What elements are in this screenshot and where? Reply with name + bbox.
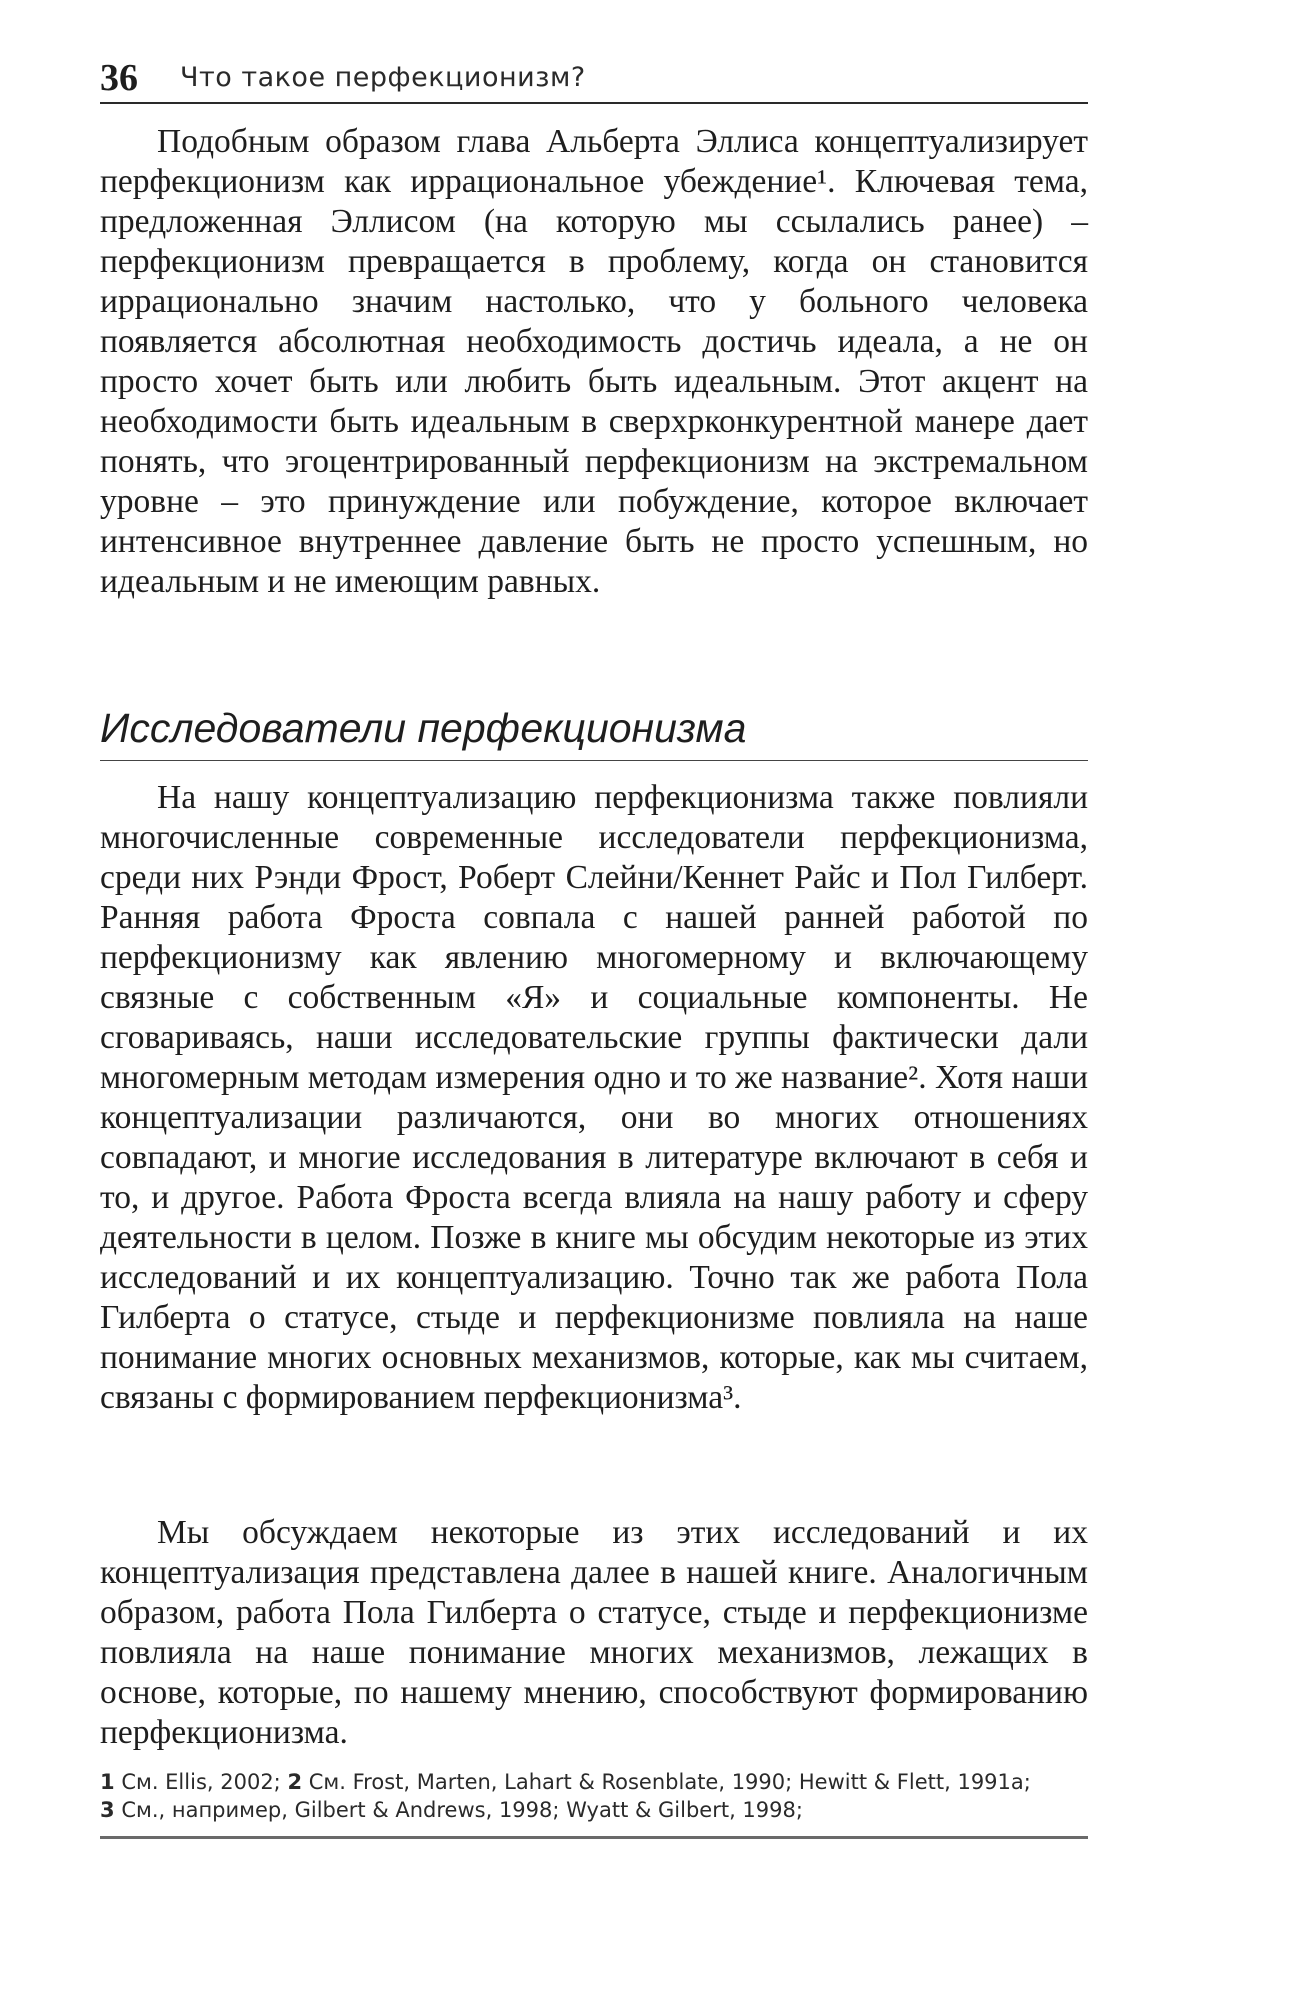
running-title: Что такое перфекционизм?: [180, 62, 586, 93]
footnote-text: См. Ellis, 2002;: [121, 1770, 281, 1794]
footnote-line-1: [100, 1768, 1088, 1796]
page-number: 36: [100, 57, 138, 99]
section-heading: [100, 702, 1088, 761]
footnote-line-2: [100, 1796, 1088, 1824]
body-paragraph-1: Подобным образом глава Альберта Эллиса концептуализирует перфекционизм как иррациональное убеждение¹. Ключевая тема, предложенная Эллисом (на которую мы ссылались ранее) – перфекционизм превращается в проблему, когда он становится иррационально значим настолько, что у больного человека появляется абсолютная необходимость достичь идеала, а не он просто хочет быть или любить быть идеальным. Этот акцент на необходимости быть идеальным в сверхрконкурентной манере дает понять, что эгоцентрированный перфекционизм на экстремальном уровне – это принуждение или побуждение, которое включает интенсивное внутреннее давление быть не просто успешным, но идеальным и не имеющим равных.: [100, 123, 1088, 600]
footnote-text: См., например, Gilbert & Andrews, 1998; Wyatt & Gilbert, 1998;: [121, 1798, 803, 1822]
footnote-number: 1: [100, 1770, 115, 1794]
footnotes: [100, 1768, 1088, 1824]
body-paragraph-2: На нашу концептуализацию перфекционизма также повлияли многочисленные современные исследователи перфекционизма, среди них Рэнди Фрост, Роберт Слейни/Кеннет Райс и Пол Гилберт. Ранняя работа Фроста совпала с нашей ранней работой по перфекционизму как явлению многомерному и включающему связные с собственным «Я» и социальные компоненты. Не сговариваясь, наши исследовательские группы фактически дали многомерным методам измерения одно и то же название². Хотя наши концептуализации различаются, они во многих отношениях совпадают, и многие исследования в литературе включают в себя и то, и другое. Работа Фроста всегда влияла на нашу работу и сферу деятельности в целом. Позже в книге мы обсудим некоторые из этих исследований и их концептуализацию. Точно так же работа Пола Гилберта о статусе, стыде и перфекционизме повлияла на наше понимание многих основных механизмов, которые, как мы считаем, связаны с формированием перфекционизма³.: [100, 779, 1088, 1416]
footnote-text: См. Frost, Marten, Lahart & Rosenblate, 1990; Hewitt & Flett, 1991a;: [308, 1770, 1031, 1794]
body-paragraph-3: Мы обсуждаем некоторые из этих исследований и их концептуализация представлена далее в нашей книге. Аналогичным образом, работа Пола Гилберта о статусе, стыде и перфекционизме повлияла на наше понимание многих механизмов, лежащих в основе, которые, по нашему мнению, способствуют формированию перфекционизма.: [100, 1514, 1088, 1751]
bottom-rule: [100, 1836, 1088, 1839]
page-header: [100, 54, 1088, 104]
section-heading-text: Исследователи перфекционизма: [100, 705, 747, 751]
footnote-number: 2: [287, 1770, 303, 1794]
footnote-number: 3: [100, 1798, 115, 1822]
